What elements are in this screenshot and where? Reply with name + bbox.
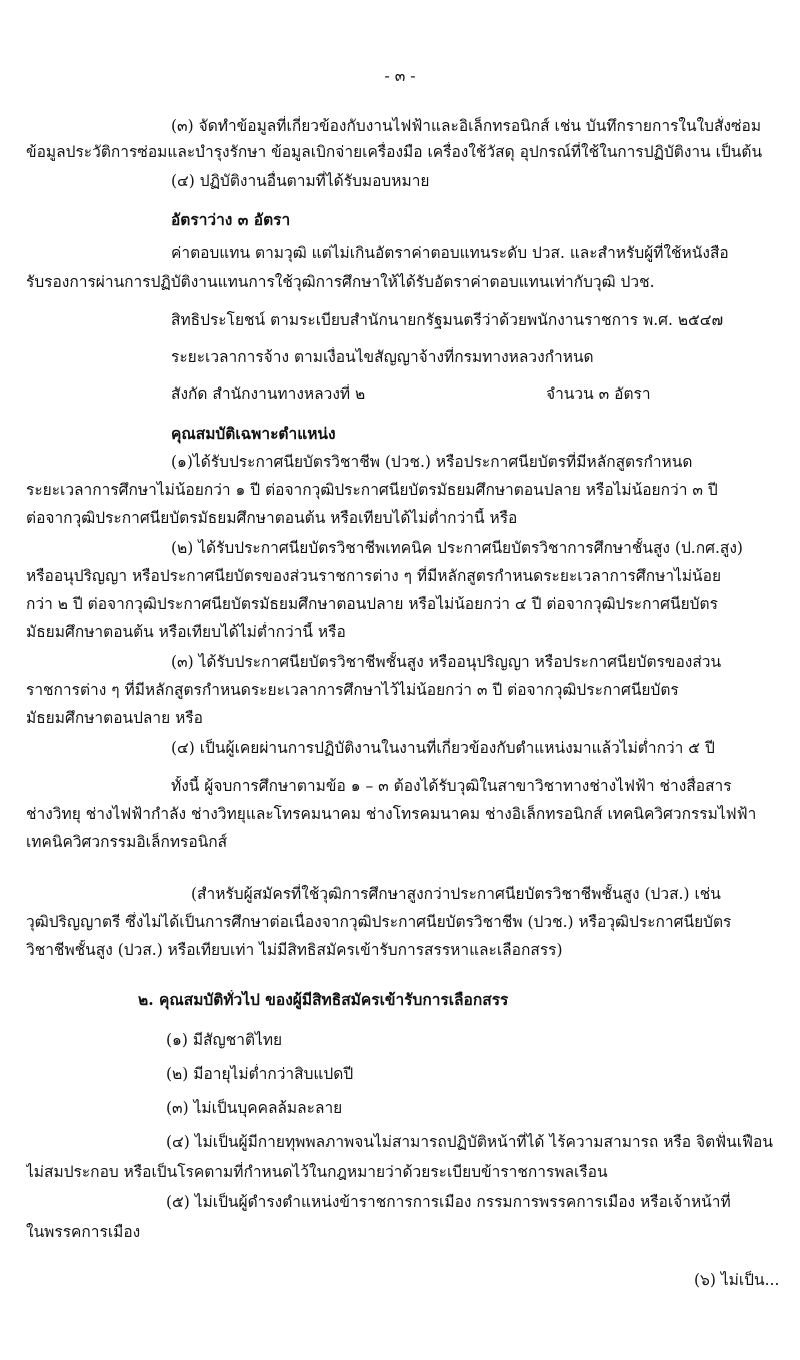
- text-line-content: วิชาชีพชั้นสูง (ปวส.) หรือเทียบเท่า ไม่มีสิทธิสมัครเข้ารับการสรรหาและเลือกสรร): [26, 941, 563, 959]
- text-line-content: ไม่สมประกอบ หรือเป็นโรคตามที่กำหนดไว้ในกฎหมายว่าด้วยระเบียบข้าราชการพลเรือน: [26, 1163, 608, 1181]
- text-line-content: มัธยมศึกษาตอนปลาย หรือ: [26, 709, 203, 727]
- text-line-content: ๒. คุณสมบัติทั่วไป ของผู้มีสิทธิสมัครเข้ารับการเลือกสรร: [138, 990, 509, 1009]
- text-line-27: [26, 940, 796, 960]
- text-line-25: [26, 884, 796, 904]
- text-line-17: [26, 622, 796, 642]
- text-line-6: [26, 272, 796, 292]
- text-line-2: [26, 142, 796, 162]
- text-line-content: ข้อมูลประวัติการซ่อมและบำรุงรักษา ข้อมูลเบิกจ่ายเครื่องมือ เครื่องใช้วัสดุ อุปกรณ์ที่ใช้ในการปฏิบัติงาน เป็นต้น: [26, 143, 763, 161]
- text-line-content: หรืออนุปริญญา หรือประกาศนียบัตรของส่วนราชการต่าง ๆ ที่มีหลักสูตรกำหนดระยะเวลาการศึกษาไม่น้อย: [26, 567, 722, 585]
- text-line-content: (๑) มีสัญชาติไทย: [166, 1031, 283, 1049]
- text-line-content: (๓) ได้รับประกาศนียบัตรวิชาชีพชั้นสูง หรืออนุปริญญา หรือประกาศนียบัตรของส่วน: [171, 653, 722, 671]
- text-line-13: [26, 508, 796, 528]
- text-line-3: [26, 171, 796, 191]
- text-line-5: [26, 243, 796, 263]
- text-line-26: [26, 912, 796, 932]
- text-line-content: คุณสมบัติเฉพาะตำแหน่ง: [171, 424, 336, 443]
- text-line-content: (๕) ไม่เป็นผู้ดำรงตำแหน่งข้าราชการการเมือง กรรมการพรรคการเมือง หรือเจ้าหน้าที่: [166, 1193, 731, 1211]
- text-line-8: [26, 347, 796, 367]
- text-line-10: [26, 424, 796, 444]
- text-line-20: [26, 708, 796, 728]
- text-line-24: [26, 832, 796, 852]
- text-line-content: ทั้งนี้ ผู้จบการศึกษาตามข้อ ๑ – ๓ ต้องได้รับวุฒิในสาขาวิชาทางช่างไฟฟ้า ช่างสื่อสาร: [171, 777, 732, 795]
- text-line-30: [26, 1064, 796, 1084]
- text-line-32: [26, 1132, 796, 1152]
- text-line-content: เทคนิควิศวกรรมอิเล็กทรอนิกส์: [26, 833, 228, 851]
- text-line-12: [26, 480, 796, 500]
- text-line-content: สังกัด สำนักงานทางหลวงที่ ๒: [171, 385, 366, 403]
- text-line-1: [26, 116, 796, 136]
- text-line-content: ระยะเวลาการจ้าง ตามเงื่อนไขสัญญาจ้างที่กรมทางหลวงกำหนด: [171, 348, 594, 366]
- text-line-content: ช่างวิทยุ ช่างไฟฟ้ากำลัง ช่างวิทยุและโทรคมนาคม ช่างโทรคมนาคม ช่างอิเล็กทรอนิกส์ เทคนิควิศวกรรมไฟฟ้า: [26, 805, 757, 823]
- text-line-content: ระยะเวลาการศึกษาไม่น้อยกว่า ๑ ปี ต่อจากวุฒิประกาศนียบัตรมัธยมศึกษาตอนปลาย หรือไม่น้อยกว่า ๓ ปี: [26, 481, 718, 499]
- text-line-content: ค่าตอบแทน ตามวุฒิ แต่ไม่เกินอัตราค่าตอบแทนระดับ ปวส. และสำหรับผู้ที่ใช้หนังสือ: [171, 244, 729, 262]
- text-line-content: (๒) มีอายุไม่ต่ำกว่าสิบแปดปี: [166, 1065, 354, 1083]
- text-line-content: (๔) เป็นผู้เคยผ่านการปฏิบัติงานในงานที่เกี่ยวข้องกับตำแหน่งมาแล้วไม่ต่ำกว่า ๕ ปี: [171, 739, 715, 757]
- text-line-22: [26, 776, 796, 796]
- text-line-16: [26, 594, 796, 614]
- text-line-content: ราชการต่าง ๆ ที่มีหลักสูตรกำหนดระยะเวลาการศึกษาไว้ไม่น้อยกว่า ๓ ปี ต่อจากวุฒิประกาศนียบัตร: [26, 681, 679, 699]
- text-line-21: [26, 738, 796, 758]
- text-line-content: อัตราว่าง ๓ อัตรา: [171, 210, 291, 229]
- text-line-33: [26, 1162, 796, 1182]
- text-line-content: กว่า ๒ ปี ต่อจากวุฒิประกาศนียบัตรมัธยมศึกษาตอนปลาย หรือไม่น้อยกว่า ๔ ปี ต่อจากวุฒิประกาศนียบัตร: [26, 595, 718, 613]
- text-line-28: [26, 990, 796, 1010]
- position-count: จำนวน ๓ อัตรา: [546, 385, 651, 403]
- text-line-15: [26, 566, 796, 586]
- text-line-content: ในพรรคการเมือง: [26, 1223, 141, 1241]
- text-line-18: [26, 652, 796, 672]
- text-line-content: (๒) ได้รับประกาศนียบัตรวิชาชีพเทคนิค ประกาศนียบัตรวิชาการศึกษาชั้นสูง (ป.กศ.สูง): [171, 539, 743, 557]
- text-line-content: (สำหรับผู้สมัครที่ใช้วุฒิการศึกษาสูงกว่าประกาศนียบัตรวิชาชีพชั้นสูง (ปวส.) เช่น: [191, 885, 721, 903]
- text-line-content: (๑)ได้รับประกาศนียบัตรวิชาชีพ (ปวช.) หรือประกาศนียบัตรที่มีหลักสูตรกำหนด: [171, 453, 693, 471]
- text-line-content: รับรองการผ่านการปฏิบัติงานแทนการใช้วุฒิการศึกษาให้ได้รับอัตราค่าตอบแทนเท่ากับวุฒิ ปวช.: [26, 273, 655, 291]
- text-line-content: ต่อจากวุฒิประกาศนียบัตรมัธยมศึกษาตอนต้น หรือเทียบได้ไม่ต่ำกว่านี้ หรือ: [26, 509, 518, 527]
- page-number: - ๓ -: [384, 67, 416, 85]
- text-line-35: [26, 1222, 796, 1242]
- text-line-31: [26, 1098, 796, 1118]
- text-line-content: (๓) จัดทำข้อมูลที่เกี่ยวข้องกับงานไฟฟ้าและอิเล็กทรอนิกส์ เช่น บันทึกรายการในใบสั่งซ่อม: [171, 117, 762, 135]
- text-line-4: [26, 210, 796, 230]
- text-line-19: [26, 680, 796, 700]
- text-line-content: (๔) ไม่เป็นผู้มีกายทุพพลภาพจนไม่สามารถปฏิบัติหน้าที่ได้ ไร้ความสามารถ หรือ จิตฟั่นเฟือน: [166, 1133, 773, 1151]
- text-line-36: [26, 1270, 796, 1290]
- text-line-content: วุฒิปริญญาตรี ซึ่งไม่ได้เป็นการศึกษาต่อเนื่องจากวุฒิประกาศนียบัตรวิชาชีพ (ปวช.) หรือวุฒิประกาศนียบัตร: [26, 913, 732, 931]
- text-line-content: (๔) ปฏิบัติงานอื่นตามที่ได้รับมอบหมาย: [171, 172, 430, 190]
- text-line-23: [26, 804, 796, 824]
- text-line-content: (๓) ไม่เป็นบุคคลล้มละลาย: [166, 1099, 343, 1117]
- text-line-9: [26, 384, 796, 404]
- text-line-11: [26, 452, 796, 472]
- text-line-content: (๖) ไม่เป็น...: [694, 1271, 780, 1289]
- text-line-content: สิทธิประโยชน์ ตามระเบียบสำนักนายกรัฐมนตรีว่าด้วยพนักงานราชการ พ.ศ. ๒๕๔๗: [171, 311, 724, 329]
- text-line-34: [26, 1192, 796, 1212]
- text-line-7: [26, 310, 796, 330]
- text-line-content: มัธยมศึกษาตอนต้น หรือเทียบได้ไม่ต่ำกว่านี้ หรือ: [26, 623, 346, 641]
- text-line-29: [26, 1030, 796, 1050]
- text-line-14: [26, 538, 796, 558]
